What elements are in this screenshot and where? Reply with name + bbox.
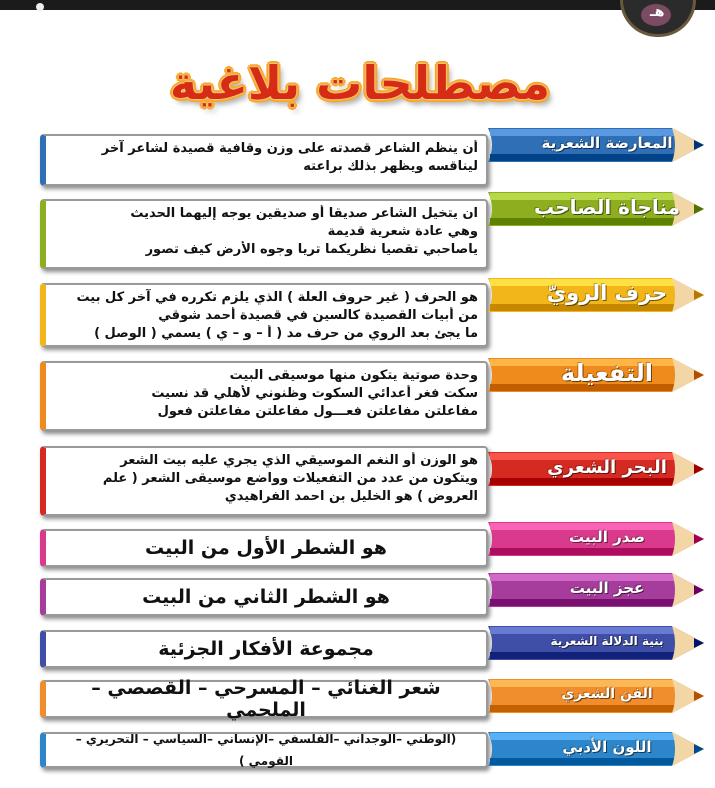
term-pencil-label [486, 728, 708, 772]
page-title-text: مصطلحات بلاغية [169, 56, 551, 110]
term-pencil-label [486, 124, 708, 168]
term-pencil-label [486, 622, 708, 666]
definition-line: ياصاحبي تقصيا نظريكما تريا وجوه الأرض كيف تصور [145, 242, 478, 257]
page-title [140, 44, 580, 122]
definition-line: ليناقسه ويظهر بذلك براعته [303, 159, 478, 174]
definition-line: هو الوزن أو النغم الموسيقي الذي يجري عليه بيت الشعر [120, 453, 478, 468]
avatar-letter: هـ [650, 4, 665, 20]
menu-dot-icon[interactable] [36, 3, 44, 11]
term-label: حرف الرويّ [546, 281, 668, 305]
term-label: بنية الدلالة الشعرية [550, 634, 664, 648]
definition-line: ان يتخيل الشاعر صديقا أو صديقين يوجه إليهما الحديث [130, 206, 478, 221]
term-label: البحر الشعري [547, 456, 667, 478]
definition-line: سكت فغر أعدائي السكوت وظنوني لأهلي قد نسيت [151, 386, 478, 401]
definition-box [40, 529, 488, 567]
term-pencil-label [486, 274, 708, 318]
definition-line: هو الحرف ( غير حروف العلة ) الذي يلزم تكرره في آخر كل بيت [76, 290, 478, 305]
term-label: اللون الأدبي [562, 738, 652, 756]
definition-line: مفاعلتن مفاعلتن فعـــول مفاعلتن مفاعلتن فعول [157, 404, 478, 419]
definition-text: (الوطني –الوجداني –الفلسفي –الإنساني –السياسي – التحريري – القومي ) [75, 732, 457, 768]
definition-line: وهي عادة شعرية قديمة [327, 224, 478, 239]
term-pencil-label [486, 188, 708, 232]
avatar[interactable] [620, 0, 696, 37]
definition-text: هو الشطر الثاني من البيت [142, 586, 390, 608]
definition-line: وحدة صوتية يتكون منها موسيقى البيت [229, 368, 478, 383]
term-pencil-label [486, 518, 708, 562]
term-pencil-label [486, 569, 708, 613]
definition-box [40, 446, 488, 516]
definition-line: العروض ) هو الخليل بن احمد الفراهيدي [224, 489, 478, 504]
definition-box [40, 732, 488, 768]
definition-box [40, 578, 488, 616]
term-pencil-label [486, 354, 708, 398]
term-label: المعارضة الشعرية [541, 134, 673, 152]
definition-text: هو الشطر الأول من البيت [145, 537, 387, 559]
definition-text: مجموعة الأفكار الجزئية [158, 638, 374, 660]
definition-box [40, 199, 488, 269]
definition-line: من أبيات القصيدة كالسين في قصيدة أحمد شوقي [158, 308, 478, 323]
definition-box [40, 134, 488, 186]
term-label: عجز البيت [569, 579, 645, 597]
term-label: التفعيلة [561, 359, 654, 387]
definition-box [40, 677, 488, 721]
top-bar [0, 0, 715, 10]
definition-box [40, 630, 488, 668]
term-pencil-label [486, 448, 708, 492]
term-label: مناجاة الصاحب [534, 195, 680, 219]
definition-line: ما يجئ بعد الروي من حرف مد ( أ – و – ي ) يسمي ( الوصل ) [94, 326, 478, 341]
definition-line: ويتكون من عدد من التفعيلات وواضع موسيقى الشعر ( علم [102, 471, 478, 486]
definition-box [40, 283, 488, 347]
term-pencil-label [486, 675, 708, 719]
term-label: الفن الشعري [561, 686, 653, 702]
definition-line: أن ينظم الشاعر قصدته على وزن وقافية قصيدة لشاعر آخر [101, 141, 478, 156]
definition-text: شعر الغنائي – المسرحي – القصصي – الملحمي [91, 677, 441, 721]
term-label: صدر البيت [569, 528, 645, 546]
definition-box [40, 361, 488, 431]
